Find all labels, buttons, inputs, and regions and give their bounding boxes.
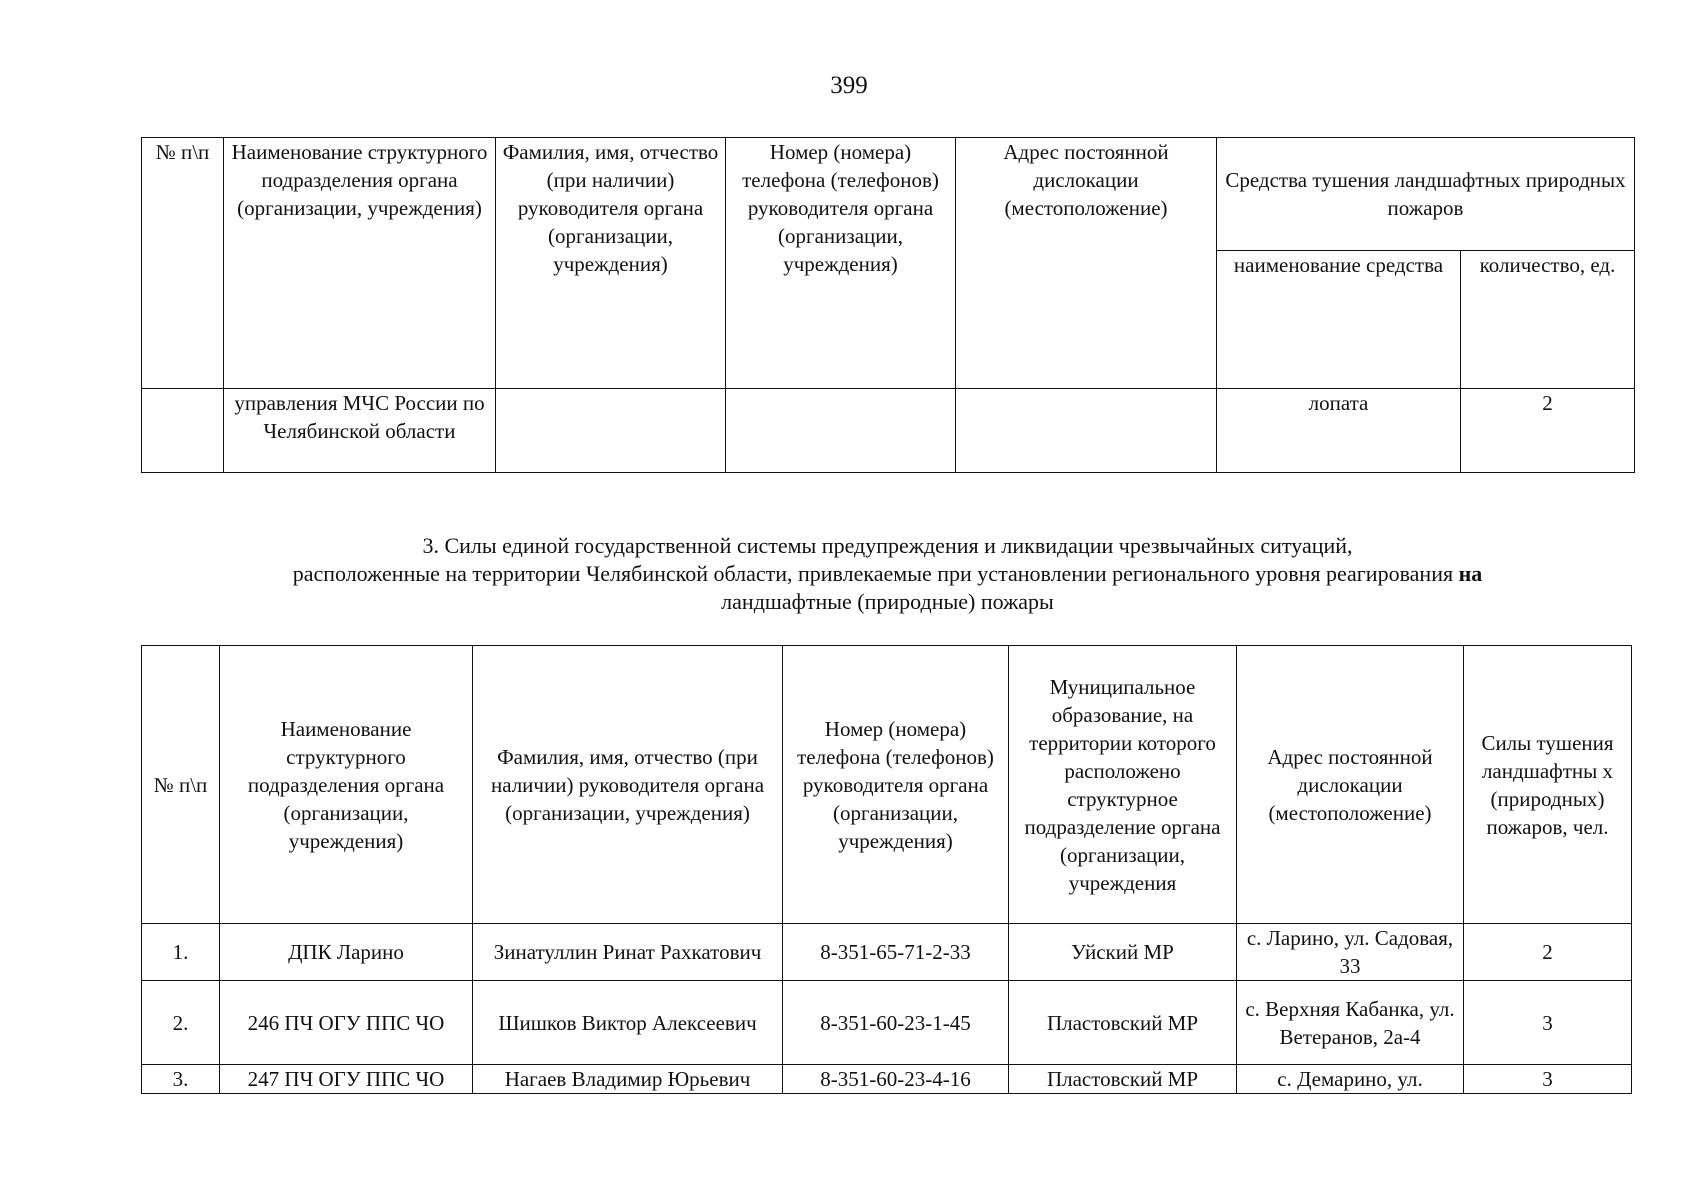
table-header-row xyxy=(142,138,1635,251)
cell-municipality: Пластовский МР xyxy=(1009,1065,1237,1094)
cell-num: 2. xyxy=(142,981,220,1065)
header-means-group: Средства тушения ландшафтных природных пожаров xyxy=(1217,138,1635,251)
cell-phone: 8-351-60-23-4-16 xyxy=(783,1065,1009,1094)
section-heading-line-3: ландшафтные (природные) пожары xyxy=(721,589,1054,614)
header-unit: Наименование структурного подразделения органа (организации, учреждения) xyxy=(224,138,496,389)
cell-head-name: Шишков Виктор Алексеевич xyxy=(473,981,783,1065)
cell-address xyxy=(956,389,1217,473)
header-address: Адрес постоянной дислокации (местоположение) xyxy=(956,138,1217,389)
header-forces: Силы тушения ландшафтны х (природных) пожаров, чел. xyxy=(1464,646,1632,924)
cell-means-name: лопата xyxy=(1217,389,1461,473)
header-unit: Наименование структурного подразделения органа (организации, учреждения) xyxy=(220,646,473,924)
header-head-name: Фамилия, имя, отчество (при наличии) руководителя органа (организации, учреждения) xyxy=(473,646,783,924)
header-means-name: наименование средства xyxy=(1217,251,1461,389)
cell-address: с. Верхняя Кабанка, ул. Ветеранов, 2а-4 xyxy=(1237,981,1464,1065)
header-means-qty: количество, ед. xyxy=(1461,251,1635,389)
header-num: № п\п xyxy=(142,646,220,924)
cell-unit: ДПК Ларино xyxy=(220,924,473,981)
cell-forces: 3 xyxy=(1464,981,1632,1065)
cell-unit: 246 ПЧ ОГУ ППС ЧО xyxy=(220,981,473,1065)
section-heading-line-1: 3. Силы единой государственной системы предупреждения и ликвидации чрезвычайных ситуаций, xyxy=(422,533,1353,558)
header-municipality: Муниципальное образование, на территории которого расположено структурное подразделение органа (организации, учреждения xyxy=(1009,646,1237,924)
header-phone: Номер (номера) телефона (телефонов) руководителя органа (организации, учреждения) xyxy=(783,646,1009,924)
cell-num: 1. xyxy=(142,924,220,981)
cell-phone: 8-351-60-23-1-45 xyxy=(783,981,1009,1065)
cell-forces: 2 xyxy=(1464,924,1632,981)
header-head-name: Фамилия, имя, отчество (при наличии) руководителя органа (организации, учреждения) xyxy=(496,138,726,389)
table-row xyxy=(142,924,1632,981)
cell-municipality: Пластовский МР xyxy=(1009,981,1237,1065)
cell-head-name: Нагаев Владимир Юрьевич xyxy=(473,1065,783,1094)
header-phone: Номер (номера) телефона (телефонов) руководителя органа (организации, учреждения) xyxy=(726,138,956,389)
cell-num xyxy=(142,389,224,473)
page-number: 399 xyxy=(830,72,868,99)
cell-address: с. Демарино, ул. xyxy=(1237,1065,1464,1094)
header-address: Адрес постоянной дислокации (местоположение) xyxy=(1237,646,1464,924)
cell-phone: 8-351-65-71-2-33 xyxy=(783,924,1009,981)
forces-table xyxy=(141,645,1632,1094)
cell-means-qty: 2 xyxy=(1461,389,1635,473)
cell-unit: управления МЧС России по Челябинской области xyxy=(224,389,496,473)
section-heading xyxy=(140,532,1635,616)
cell-unit: 247 ПЧ ОГУ ППС ЧО xyxy=(220,1065,473,1094)
table-header-row xyxy=(142,646,1632,924)
cell-head-name: Зинатуллин Ринат Рахкатович xyxy=(473,924,783,981)
cell-forces: 3 xyxy=(1464,1065,1632,1094)
cell-phone xyxy=(726,389,956,473)
table-row xyxy=(142,1065,1632,1094)
cell-num: 3. xyxy=(142,1065,220,1094)
cell-municipality: Уйский МР xyxy=(1009,924,1237,981)
table-row xyxy=(142,981,1632,1065)
section-heading-line-2: расположенные на территории Челябинской области, привлекаемые при установлении регионального уровня реагирования на xyxy=(292,561,1483,586)
header-num: № п\п xyxy=(142,138,224,389)
resources-table xyxy=(141,137,1635,473)
cell-address: с. Ларино, ул. Садовая, 33 xyxy=(1237,924,1464,981)
table-row xyxy=(142,389,1635,473)
cell-head-name xyxy=(496,389,726,473)
